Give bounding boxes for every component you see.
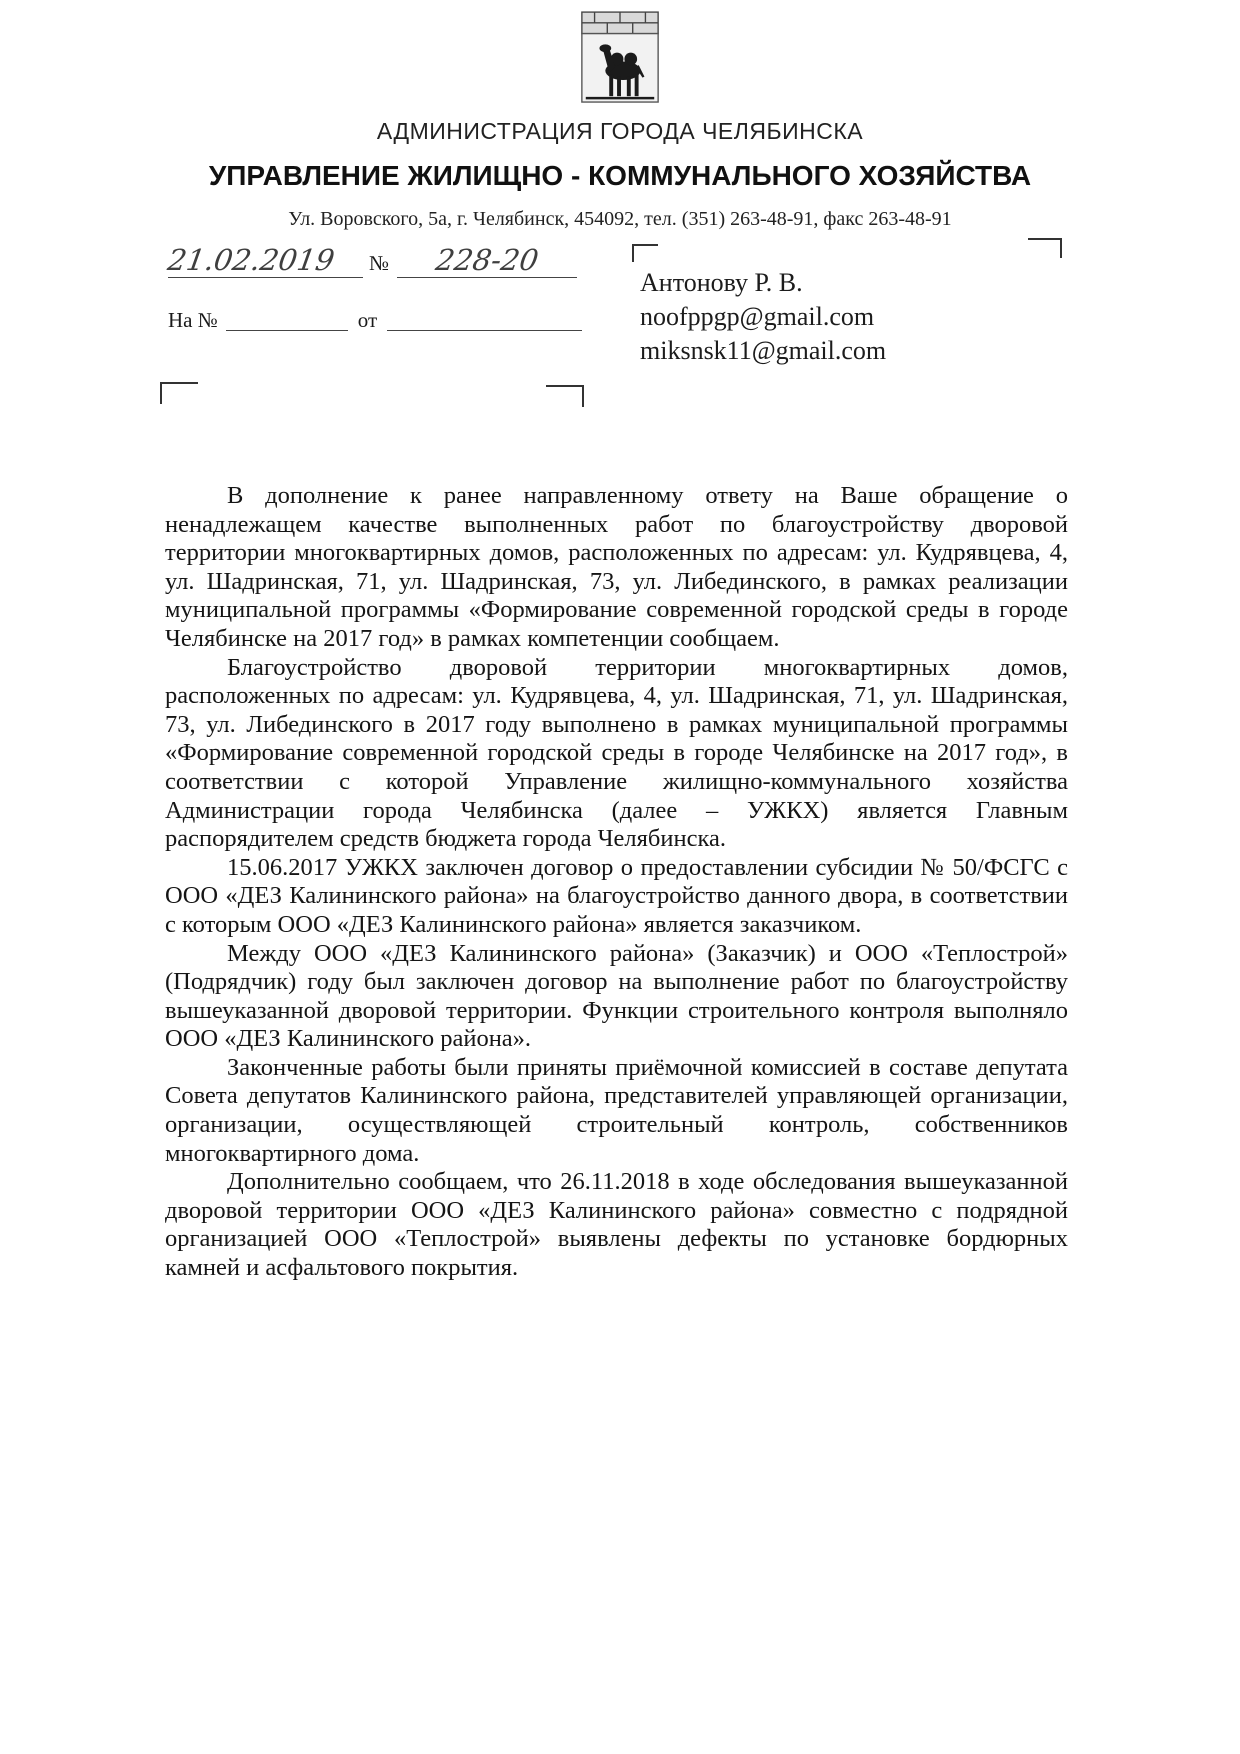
department-name: УПРАВЛЕНИЕ ЖИЛИЩНО - КОММУНАЛЬНОГО ХОЗЯЙСТВА [208, 160, 1032, 191]
na-no-label: На № [168, 308, 218, 332]
reply-reference-row [168, 308, 618, 333]
paragraph: 15.06.2017 УЖКХ заключен договор о предоставлении субсидии № 50/ФСГС с ООО «ДЕЗ Калининского района» на благоустройство данного двора, в соответствии с которым ООО «ДЕЗ Калининского района» является заказчиком. [165, 853, 1068, 938]
handwritten-date: 21.02.2019 [165, 243, 337, 277]
address-corner-mark [632, 244, 658, 262]
handwritten-number: 228-20 [433, 243, 541, 277]
reference-block [165, 243, 618, 333]
paragraph: В дополнение к ранее направленному ответу на Ваше обращение о ненадлежащем качестве выполненных работ по благоустройству дворовой территории многоквартирных домов, расположенных по адресам: ул. Кудрявцева, 4, ул. Шадринская, 71, ул. Шадринская, 73, ул. Либединского, в рамках реализации муниципальной программы «Формирование современной городской среды в городе Челябинске на 2017 год» в рамках компетенции сообщаем. [165, 482, 1068, 652]
paragraph: Дополнительно сообщаем, что 26.11.2018 в ходе обследования вышеуказанной дворовой территории ООО «ДЕЗ Калининского района» совместно с подрядной организацией ООО «Теплострой» выявлены дефекты по установке бордюрных камней и асфальтового покрытия. [165, 1168, 1068, 1282]
reply-date-field [387, 308, 582, 331]
paragraph: Законченные работы были приняты приёмочной комиссией в составе депутата Совета депутатов Калининского района, представителей управляющей организации, организации, осуществляющей строительный контроль, собственников многоквартирного дома. [165, 1053, 1068, 1167]
chelyabinsk-camel-emblem-icon [576, 10, 664, 110]
reply-number-field [226, 308, 348, 331]
recipient-email-2: miksnsk11@gmail.com [640, 336, 887, 365]
paragraph: Благоустройство дворовой территории многоквартирных домов, расположенных по адресам: ул. Кудрявцева, 4, ул. Шадринская, 71, ул. Шадринская, 73, ул. Либединского в 2017 году выполнено в рамках муниципальной программы «Формирование современной городской среды в городе Челябинске на 2017 год», в соответствии с которой Управление жилищно-коммунального хозяйства Администрации города Челябинска (далее – УЖКХ) является Главным распорядителем средств бюджета города Челябинска. [165, 653, 1068, 853]
recipient-block [640, 266, 886, 368]
ot-label: от [357, 308, 378, 332]
organization-address: Ул. Воровского, 5а, г. Челябинск, 454092, тел. (351) 263-48-91, факс 263-48-91 [288, 208, 952, 230]
address-corner-mark [160, 382, 198, 404]
paragraph: Между ООО «ДЕЗ Калининского района» (Заказчик) и ООО «Теплострой» (Подрядчик) году был заключен договор на выполнение работ по благоустройству вышеуказанной дворовой территории. Функции строительного контроля выполняло ООО «ДЕЗ Калининского района». [165, 939, 1068, 1053]
number-sign-label: № [369, 251, 390, 275]
address-corner-mark [1028, 238, 1062, 258]
number-field [397, 243, 577, 278]
letter-body [165, 482, 1068, 1283]
recipient-email-1: noofppgp@gmail.com [640, 302, 875, 331]
recipient-name: Антонову Р. В. [640, 268, 803, 297]
date-number-row [165, 243, 618, 278]
organization-name: АДМИНИСТРАЦИЯ ГОРОДА ЧЕЛЯБИНСКА [376, 118, 864, 144]
address-corner-mark [546, 385, 584, 407]
date-field [165, 243, 363, 278]
